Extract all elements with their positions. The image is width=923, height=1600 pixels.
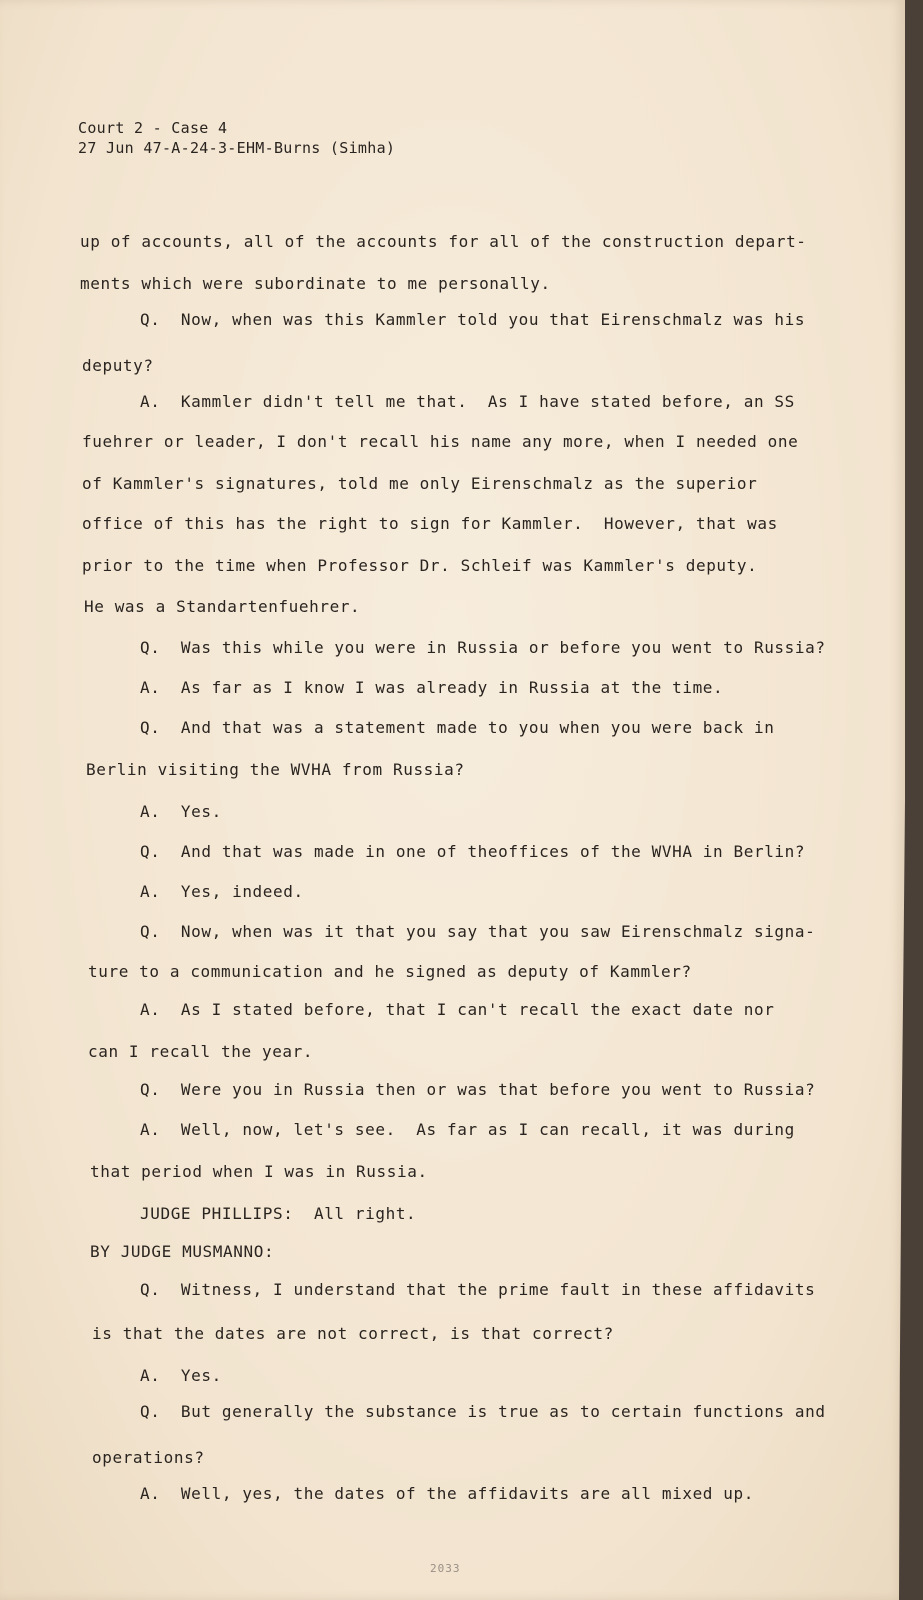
transcript-line-32: A. Well, yes, the dates of the affidavits are all mixed up. — [140, 1484, 754, 1503]
transcript-line-17: A. Yes, indeed. — [140, 882, 304, 901]
transcript-line-10: He was a Standartenfuehrer. — [84, 597, 361, 616]
transcript-line-27: Q. Witness, I understand that the prime fault in these affidavits — [140, 1280, 816, 1299]
transcript-line-28: is that the dates are not correct, is that correct? — [92, 1324, 614, 1343]
transcript-line-2: ments which were subordinate to me personally. — [80, 274, 551, 293]
transcript-line-6: fuehrer or leader, I don't recall his name any more, when I needed one — [82, 432, 799, 451]
transcript-line-8: office of this has the right to sign for Kammler. However, that was — [82, 514, 778, 533]
transcript-line-15: A. Yes. — [140, 802, 222, 821]
transcript-line-19: ture to a communication and he signed as deputy of Kammler? — [88, 962, 692, 981]
transcript-line-25: JUDGE PHILLIPS: All right. — [140, 1204, 417, 1223]
transcript-line-13: Q. And that was a statement made to you when you were back in — [140, 718, 775, 737]
transcript-line-18: Q. Now, when was it that you say that you saw Eirenschmalz signa- — [140, 922, 816, 941]
transcript-line-1: up of accounts, all of the accounts for all of the construction depart- — [80, 232, 807, 251]
transcript-line-5: A. Kammler didn't tell me that. As I have stated before, an SS — [140, 392, 795, 411]
transcript-line-9: prior to the time when Professor Dr. Schleif was Kammler's deputy. — [82, 556, 758, 575]
transcript-line-4: deputy? — [82, 356, 154, 375]
transcript-line-7: of Kammler's signatures, told me only Eirenschmalz as the superior — [82, 474, 758, 493]
transcript-line-22: Q. Were you in Russia then or was that before you went to Russia? — [140, 1080, 816, 1099]
transcript-line-3: Q. Now, when was this Kammler told you that Eirenschmalz was his — [140, 310, 806, 329]
transcript-line-16: Q. And that was made in one of theoffices of the WVHA in Berlin? — [140, 842, 806, 861]
transcript-line-24: that period when I was in Russia. — [90, 1162, 428, 1181]
transcript-line-14: Berlin visiting the WVHA from Russia? — [86, 760, 465, 779]
case-header — [78, 118, 395, 158]
transcript-line-29: A. Yes. — [140, 1366, 222, 1385]
header-date-ref: 27 Jun 47-A-24-3-EHM-Burns (Simha) — [78, 139, 396, 157]
transcript-line-21: can I recall the year. — [88, 1042, 314, 1061]
transcript-line-31: operations? — [92, 1448, 205, 1467]
transcript-line-12: A. As far as I know I was already in Russia at the time. — [140, 678, 724, 697]
transcript-line-20: A. As I stated before, that I can't recall the exact date nor — [140, 1000, 775, 1019]
header-court-case: Court 2 - Case 4 — [78, 119, 228, 137]
transcript-line-23: A. Well, now, let's see. As far as I can recall, it was during — [140, 1120, 795, 1139]
transcript-line-11: Q. Was this while you were in Russia or before you went to Russia? — [140, 638, 826, 657]
transcript-line-30: Q. But generally the substance is true as to certain functions and — [140, 1402, 826, 1421]
page-stamp-number: 2033 — [430, 1562, 461, 1575]
transcript-line-26: BY JUDGE MUSMANNO: — [90, 1242, 275, 1261]
